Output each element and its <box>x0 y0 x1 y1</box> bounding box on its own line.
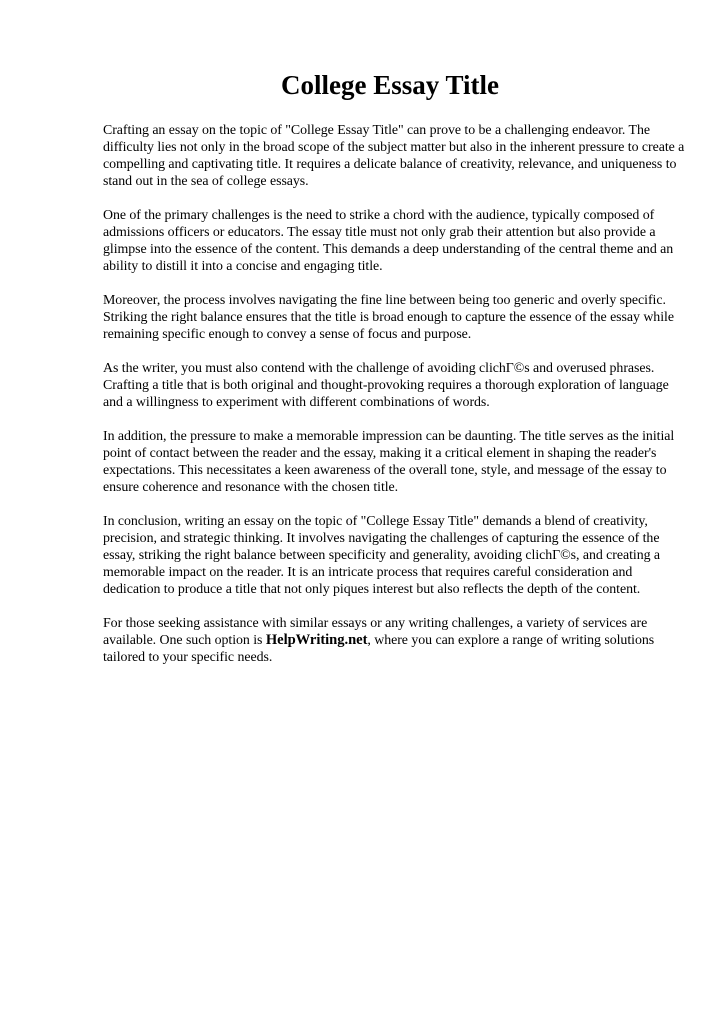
paragraph-intro: Crafting an essay on the topic of "College Essay Title" can prove to be a challenging endeavor. The difficulty lies not only in the broad scope of the subject matter but also in the inherent pressure to create a compelling and captivating title. It requires a delicate balance of creativity, relevance, and uniqueness to stand out in the sea of college essays. <box>103 123 685 189</box>
document-body <box>103 122 685 683</box>
paragraph-closing <box>103 615 685 666</box>
paragraph-conclusion: In conclusion, writing an essay on the topic of "College Essay Title" demands a blend of creativity, precision, and strategic thinking. It involves navigating the challenges of capturing the essence of the essay, striking the right balance between specificity and generality, avoiding clichΓ©s, and creating a memorable impact on the reader. It is an intricate process that requires careful consideration and dedication to produce a title that not only piques interest but also reflects the depth of the content. <box>103 514 661 597</box>
closing-text-before: For those seeking assistance with similar essays or any writing challenges, a variety of services are available. One such option is <box>103 616 648 648</box>
brand-name: HelpWriting.net <box>265 632 368 648</box>
paragraph-balance: Moreover, the process involves navigating the fine line between being too generic and overly specific. Striking the right balance ensures that the title is broad enough to capture the essence of the essay while remaining specific enough to convey a sense of focus and purpose. <box>103 293 674 342</box>
document-title: College Essay Title <box>280 70 499 100</box>
closing-text-after: , where you can explore a range of writing solutions tailored to your specific needs. <box>103 633 655 665</box>
paragraph-audience: One of the primary challenges is the need to strike a chord with the audience, typically composed of admissions officers or educators. The essay title must not only grab their attention but also provide a glimpse into the essence of the content. This demands a deep understanding of the central theme and an ability to distill it into a concise and engaging title. <box>103 208 674 274</box>
paragraph-impression: In addition, the pressure to make a memorable impression can be daunting. The title serves as the initial point of contact between the reader and the essay, making it a critical element in shaping the reader's expectations. This necessitates a keen awareness of the overall tone, style, and message of the essay to ensure coherence and resonance with the chosen title. <box>103 429 675 495</box>
paragraph-cliches: As the writer, you must also contend with the challenge of avoiding clichΓ©s and overused phrases. Crafting a title that is both original and thought-provoking requires a thorough exploration of language and a willingness to experiment with different combinations of words. <box>103 361 669 410</box>
